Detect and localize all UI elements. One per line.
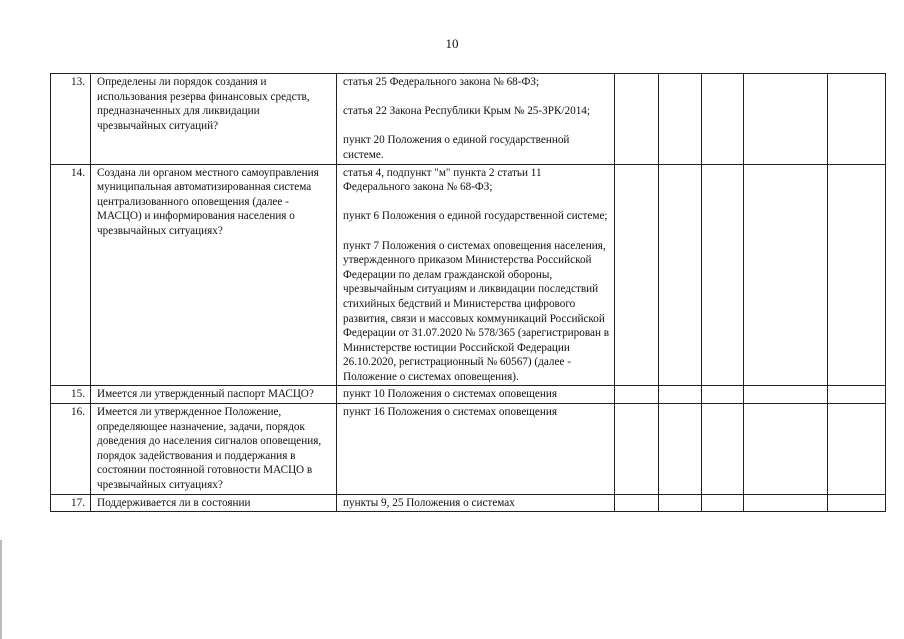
notes-cell <box>744 74 828 165</box>
answer-na-cell <box>702 164 744 386</box>
answer-no-cell <box>659 74 702 165</box>
legal-basis-item: статья 22 Закона Республики Крым № 25-ЗРК/2014; <box>343 105 590 118</box>
table-row <box>51 164 886 386</box>
legal-basis-item: пункт 6 Положения о единой государственной системе; <box>343 210 608 223</box>
question-cell: Определены ли порядок создания и использования резерва финансовых средств, предназначенных для ликвидации чрезвычайных ситуаций? <box>91 74 337 165</box>
remarks-cell <box>828 74 886 165</box>
remarks-cell <box>828 386 886 404</box>
legal-basis-item: статья 4, подпункт "м" пункта 2 статьи 11 Федерального закона № 68-ФЗ; <box>343 166 542 194</box>
row-number: 13. <box>51 74 91 165</box>
legal-basis-cell <box>337 74 615 165</box>
legal-basis-cell <box>337 494 615 512</box>
answer-yes-cell <box>615 386 659 404</box>
answer-yes-cell <box>615 74 659 165</box>
scan-edge-mark <box>0 540 2 639</box>
answer-no-cell <box>659 494 702 512</box>
table-row <box>51 74 886 165</box>
question-cell: Имеется ли утвержденное Положение, определяющее назначение, задачи, порядок доведения до населения сигналов оповещения, порядок задействования и поддержания в состоянии постоянной готовности МАСЦО в чрезвычайных ситуациях? <box>91 404 337 495</box>
row-number: 17. <box>51 494 91 512</box>
legal-basis-item: пункт 7 Положения о системах оповещения населения, утвержденного приказом Министерства Российской Федерации по делам гражданской обороны, чрезвычайным ситуациям и ликвидации последствий стихийных бедствий и Министерства цифрового развития, связи и массовых коммуникаций Российской Федерации от 31.07.2020 № 578/365 (зарегистрирован в Министерстве юстиции Российской Федерации 26.10.2020, регистрационный № 60567) (далее - Положение о системах оповещения). <box>343 239 610 383</box>
table-row <box>51 386 886 404</box>
answer-yes-cell <box>615 494 659 512</box>
notes-cell <box>744 164 828 386</box>
table-row <box>51 494 886 512</box>
legal-basis-item: пункт 16 Положения о системах оповещения <box>343 406 557 419</box>
answer-no-cell <box>659 404 702 495</box>
row-number: 16. <box>51 404 91 495</box>
remarks-cell <box>828 494 886 512</box>
legal-basis-item: пункты 9, 25 Положения о системах <box>343 496 515 509</box>
answer-no-cell <box>659 164 702 386</box>
notes-cell <box>744 386 828 404</box>
notes-cell <box>744 494 828 512</box>
page-number: 10 <box>445 36 459 51</box>
answer-na-cell <box>702 494 744 512</box>
answer-no-cell <box>659 386 702 404</box>
answer-yes-cell <box>615 164 659 386</box>
answer-na-cell <box>702 386 744 404</box>
legal-basis-cell <box>337 386 615 404</box>
question-cell: Имеется ли утвержденный паспорт МАСЦО? <box>91 386 337 404</box>
remarks-cell <box>828 164 886 386</box>
checklist-table <box>50 73 886 512</box>
row-number: 15. <box>51 386 91 404</box>
answer-na-cell <box>702 74 744 165</box>
notes-cell <box>744 404 828 495</box>
answer-yes-cell <box>615 404 659 495</box>
answer-na-cell <box>702 404 744 495</box>
table-row <box>51 404 886 495</box>
legal-basis-cell <box>337 164 615 386</box>
question-cell: Поддерживается ли в состоянии <box>91 494 337 512</box>
legal-basis-cell <box>337 404 615 495</box>
legal-basis-item: пункт 20 Положения о единой государственной системе. <box>343 134 570 161</box>
row-number: 14. <box>51 164 91 386</box>
remarks-cell <box>828 404 886 495</box>
legal-basis-item: статья 25 Федерального закона № 68-ФЗ; <box>343 76 540 88</box>
question-cell: Создана ли органом местного самоуправления муниципальная автоматизированная система централизованного оповещения (далее - МАСЦО) и информирования населения о чрезвычайных ситуациях? <box>91 164 337 386</box>
legal-basis-item: пункт 10 Положения о системах оповещения <box>343 388 557 401</box>
